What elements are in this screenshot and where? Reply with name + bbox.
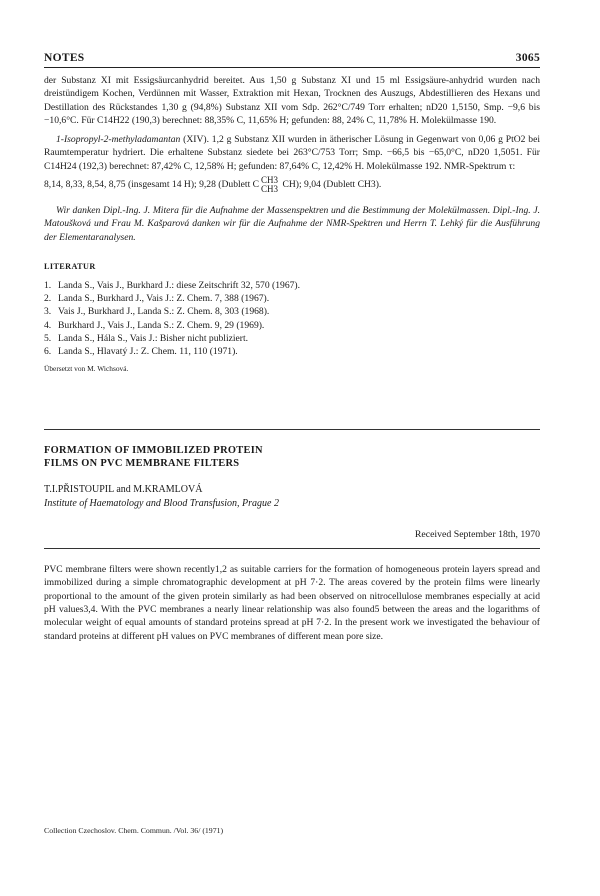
reference-text: Landa S., Vais J., Burkhard J.: diese Zeitschrift 32, 570 (1967). xyxy=(58,279,301,291)
reference-item xyxy=(44,305,540,318)
prev-paragraph-2-text: (XIV). 1,2 g Substanz XII wurden in ätherischer Lösung in Gegenwart von 0,06 g PtO2 bei Raumtemperatur hydriert. Die erhaltene Substanz siedete bei 263°C/753 Torr; Smp. −66,5 bis −65,0°C, nD20 1,5051. Für C14H24 (192,3) berechnet: 87,42% C, 12,58% H; gefunden: 87,64% C, 12,42% H. Molekülmasse 192. NMR-Spektrum τ: xyxy=(44,134,540,172)
reference-number: 6. xyxy=(44,345,52,357)
reference-number: 1. xyxy=(44,279,52,291)
page xyxy=(44,52,540,643)
nmr-part-b: CH); 9,04 (Dublett CH3). xyxy=(280,179,382,191)
reference-item xyxy=(44,345,540,358)
reference-number: 5. xyxy=(44,332,52,344)
received-date: Received September 18th, 1970 xyxy=(414,529,540,541)
abstract-divider xyxy=(44,548,540,549)
reference-item xyxy=(44,279,540,292)
article-title xyxy=(44,444,540,470)
authors: T.I.PŘISTOUPIL and M.KRAMLOVÁ xyxy=(44,484,203,496)
isopropyl-structure xyxy=(261,176,278,194)
reference-text: Burkhard J., Vais J., Landa S.: Z. Chem. 9, 29 (1969). xyxy=(58,319,265,331)
reference-list xyxy=(44,279,540,358)
prev-paragraph-1: der Substanz XI mit Essigsäurcanhydrid bereitet. Aus 1,50 g Substanz XI und 15 ml Essigsäure-anhydrid wurden nach dreistündigem Kochen, Verdünnen mit Wasser, Extraktion mit Hexan, Trocknen des Auszugs, Abdestillieren des Hexans und Destillation des Rückstandes 1,30 g (94,8%) Substanz XII vom Sdp. 262°C/749 Torr erhalten; nD20 1,5150, Smp. −9,6 bis −10,6°C. Für C14H22 (190,3) berechnet: 88,35% C, 11,65% H; gefunden: 88, 24% C, 11,78% H. Molekülmasse 190. xyxy=(44,75,540,126)
prev-paragraph-2 xyxy=(44,133,540,173)
title-line-2: FILMS ON PVC MEMBRANE FILTERS xyxy=(44,458,240,470)
translator-note: Übersetzt von M. Wichsová. xyxy=(44,364,129,374)
nmr-line xyxy=(44,176,540,194)
reference-text: Vais J., Burkhard J., Landa S.: Z. Chem. 8, 303 (1968). xyxy=(58,306,270,318)
reference-item xyxy=(44,332,540,345)
reference-number: 3. xyxy=(44,306,52,318)
reference-text: Landa S., Hlavatý J.: Z. Chem. 11, 110 (1971). xyxy=(58,345,238,357)
reference-number: 4. xyxy=(44,319,52,331)
institute: Institute of Haematology and Blood Transfusion, Prague 2 xyxy=(44,498,279,510)
reference-number: 2. xyxy=(44,293,52,305)
reference-text: Landa S., Hála S., Vais J.: Bisher nicht publiziert. xyxy=(58,332,249,344)
reference-item xyxy=(44,319,540,332)
reference-text: Landa S., Burkhard J., Vais J.: Z. Chem. 7, 388 (1967). xyxy=(58,293,270,305)
section-name: NOTES xyxy=(44,52,85,64)
literature-heading: LITERATUR xyxy=(44,261,96,271)
title-line-1: FORMATION OF IMMOBILIZED PROTEIN xyxy=(44,445,263,457)
page-number: 3065 xyxy=(515,52,540,64)
running-header xyxy=(44,52,540,68)
reference-item xyxy=(44,292,540,305)
ch3-lower: CH3 xyxy=(261,184,279,195)
ch3-upper: CH3 xyxy=(261,175,279,186)
nmr-part-a: 8,14, 8,33, 8,54, 8,75 (insgesamt 14 H); 9,28 (Dublett C xyxy=(44,179,260,191)
section-divider xyxy=(44,429,540,430)
acknowledgement: Wir danken Dipl.-Ing. J. Mitera für die Aufnahme der Massenspektren und die Bestimmung der Molekülmassen. Dipl.-Ing. J. Matoušková und Frau M. Kašparová danken wir für die Aufnahme der NMR-Spektren und Herrn T. Lehký für die Ausführung der Elementaranalysen. xyxy=(44,205,540,243)
compound-name: 1-Isopropyl-2-methyladamantan xyxy=(56,134,181,146)
journal-footer: Collection Czechoslov. Chem. Commun. /Vol. 36/ (1971) xyxy=(44,826,224,835)
article-body: PVC membrane filters were shown recently1,2 as suitable carriers for the formation of homogeneous protein layers spread and immobilized during a simple chromatographic development at pH 7·2. The areas covered by the protein films were linearly proportional to the amount of the given protein similarly as had been observed on nitrocellulose membranes especially at acid pH values3,4. With the PVC membranes a nearly linear relationship was also found5 between the areas and the logarithms of molecular weight of equal amounts of standard proteins spread at pH 7·2. In the present work we investigated the behaviour of standard proteins at different pH values on PVC membranes of different mean pore size. xyxy=(44,564,540,642)
